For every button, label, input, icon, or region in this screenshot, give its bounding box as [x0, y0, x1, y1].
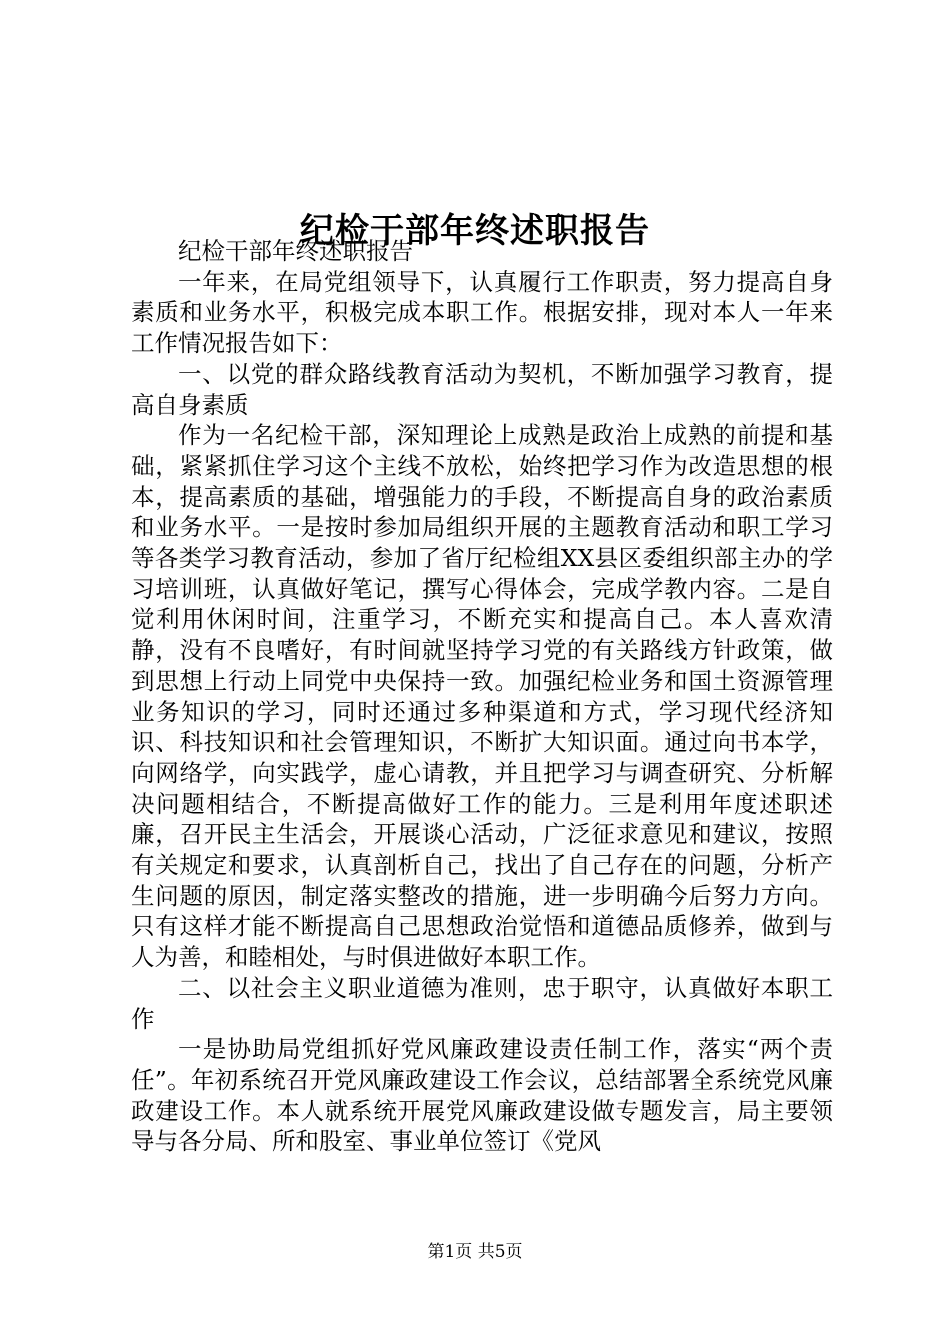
- paragraph-section-two: 一是协助局党组抓好党风廉政建设责任制工作，落实“两个责任”。年初系统召开党风廉政建设工作会议，总结部署全系统党风廉政建设工作。本人就系统开展党风廉政建设做专题发言，局主要领导与各分局、所和股室、事业单位签订《党风: [131, 1035, 833, 1156]
- paragraph-intro: 一年来，在局党组领导下，认真履行工作职责，努力提高自身素质和业务水平，积极完成本职工作。根据安排，现对本人一年来工作情况报告如下：: [131, 267, 833, 358]
- document-title: 纪检干部年终述职报告: [300, 210, 650, 251]
- section-heading-one: 一、以党的群众路线教育活动为契机，不断加强学习教育，提高自身素质: [131, 359, 833, 419]
- paragraph-subtitle: 纪检干部年终述职报告: [178, 237, 413, 265]
- paragraph-section-one: 作为一名纪检干部，深知理论上成熟是政治上成熟的前提和基础，紧紧抓住学习这个主线不放松，始终把学习作为改造思想的根本，提高素质的基础，增强能力的手段，不断提高自身的政治素质和业务水平。一是按时参加局组织开展的主题教育活动和职工学习等各类学习教育活动，参加了省厅纪检组XX县区委组织部主办的学习培训班，认真做好笔记，撰写心得体会，完成学教内容。二是自觉利用休闲时间，注重学习，不断充实和提高自己。本人喜欢清静，没有不良嗜好，有时间就坚持学习党的有关路线方针政策，做到思想上行动上同党中央保持一致。加强纪检业务和国土资源管理业务知识的学习，同时还通过多种渠道和方式，学习现代经济知识、科技知识和社会管理知识，不断扩大知识面。通过向书本学，向网络学，向实践学，虚心请教，并且把学习与调查研究、分析解决问题相结合，不断提高做好工作的能力。三是利用年度述职述廉，召开民主生活会，开展谈心活动，广泛征求意见和建议，按照有关规定和要求，认真剖析自己，找出了自己存在的问题，分析产生问题的原因，制定落实整改的措施，进一步明确今后努力方向。只有这样才能不断提高自己思想政治觉悟和道德品质修养，做到与人为善，和睦相处，与时俱进做好本职工作。: [131, 421, 833, 972]
- document-body: [131, 236, 833, 1157]
- page-footer: 第1页 共5页: [427, 1242, 523, 1262]
- section-heading-two: 二、以社会主义职业道德为准则，忠于职守，认真做好本职工作: [131, 973, 833, 1033]
